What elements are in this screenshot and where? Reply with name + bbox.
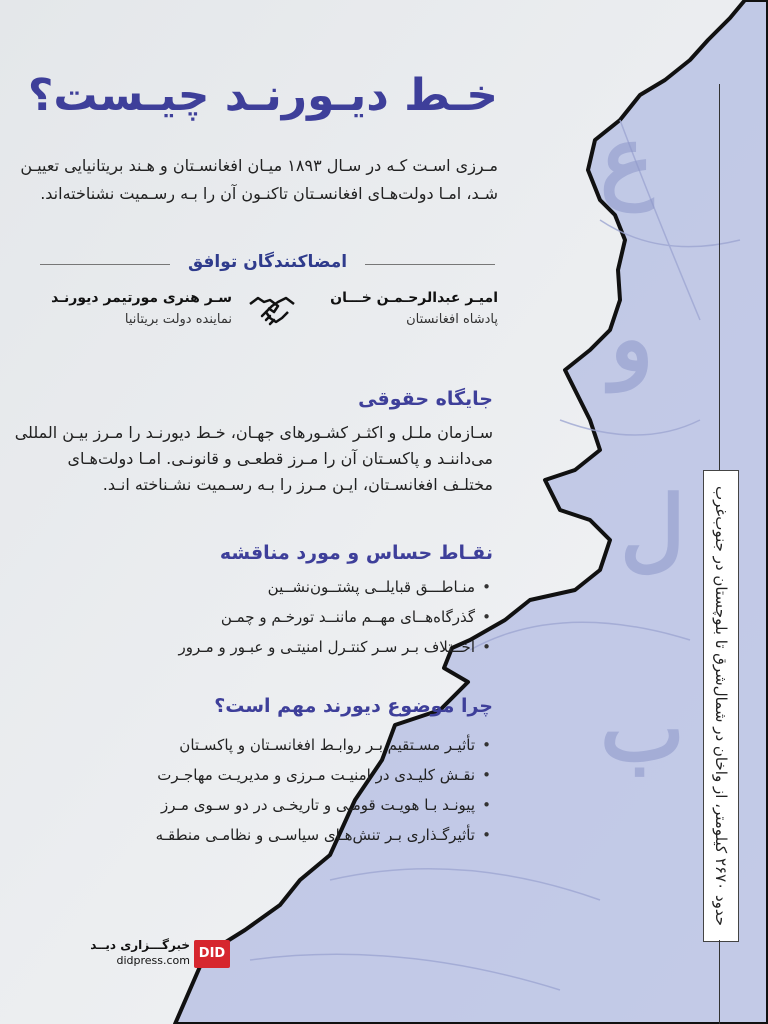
list-item: • گذرگاه‌هــای مهــم ماننــد تورخـم و چمـن bbox=[5, 602, 475, 632]
legal-title: جایگاه حقوقی bbox=[358, 388, 493, 410]
handshake-icon bbox=[248, 290, 296, 330]
svg-text:ع: ع bbox=[600, 106, 654, 212]
list-item: • اخــتلاف بـر سـر کنتـرل امنیتـی و عبـور و مـرور bbox=[5, 632, 475, 662]
signer-afghanistan-role: پادشاه افغانستان bbox=[406, 312, 498, 327]
signer-britain bbox=[32, 290, 232, 327]
side-note-box bbox=[703, 470, 739, 942]
signer-afghanistan bbox=[298, 290, 498, 327]
signer-britain-role: نماینده دولت بریتانیا bbox=[124, 312, 232, 327]
intro-text: مـرزی اسـت کـه در سـال ۱۸۹۳ میـان افغانسـتان و هـند بریتانیایی تعییـن شـد، امـا دولت‌هـای افغانسـتان تاکنـون آن را بـه رسـمیت نشناخته‌اند. bbox=[20, 156, 498, 203]
brand-logo bbox=[92, 938, 232, 974]
brand-name: خبرگـــزاری دیــد bbox=[90, 938, 190, 952]
signatories-heading bbox=[40, 252, 495, 276]
legal-text: سـازمان ملـل و اکثـر کشـورهای جهـان، خـط دیورنـد را مـرز بیـن المللی می‌داننـد و پاکسـتان آن را مـرز قطعـی و قانونـی. امـا دولت‌هـای مختلـف افغانسـتان، ایـن مـرز را بـه رسـمیت نشـناخته انـد. bbox=[14, 423, 493, 494]
list-item: • تأثیـر مسـتقیم بـر روابـط افغانسـتان و پاکسـتان bbox=[5, 730, 475, 760]
page-title: خـط دیـورنـد چیـست؟ bbox=[27, 70, 498, 121]
brand-url: didpress.com bbox=[116, 954, 190, 967]
importance-list bbox=[5, 730, 493, 850]
side-line-top bbox=[719, 84, 720, 470]
list-item: • منـاطـــق قبایلــی پشتــون‌نشــین bbox=[5, 572, 475, 602]
side-line-bottom bbox=[719, 940, 720, 1024]
svg-text:ب: ب bbox=[600, 676, 685, 782]
svg-text:ل: ل bbox=[620, 476, 686, 582]
signatories-heading-label: امضاکنندگان توافق bbox=[187, 252, 348, 272]
svg-text:و: و bbox=[610, 286, 654, 392]
signer-britain-name: سـر هنری مورتیمر دیورنـد bbox=[51, 290, 232, 306]
importance-title: چرا موضوع دیورند مهم است؟ bbox=[214, 695, 493, 717]
sensitive-title: نقـاط حساس و مورد مناقشه bbox=[219, 542, 493, 564]
list-item: • پیونـد بـا هویـت قومـی و تاریخـی در دو سـوی مـرز bbox=[5, 790, 475, 820]
brand-mark: DID bbox=[194, 940, 230, 968]
list-item: • تأثیرگـذاری بـر تنش‌هـای سیاسـی و نظامـی منطقـه bbox=[5, 820, 475, 850]
divider-right bbox=[365, 264, 495, 265]
list-item: • نقـش کلیـدی در امنیـت مـرزی و مدیریـت مهاجـرت bbox=[5, 760, 475, 790]
signer-afghanistan-name: امیـر عبدالرحـمـن خـــان bbox=[330, 290, 498, 306]
side-note-text: حدود ۲۶۷۰ کیلومتر، از واخان در شمال‌شرق تا بلوچستان در جنوب‌غرب bbox=[712, 485, 730, 927]
sensitive-list bbox=[5, 572, 493, 662]
